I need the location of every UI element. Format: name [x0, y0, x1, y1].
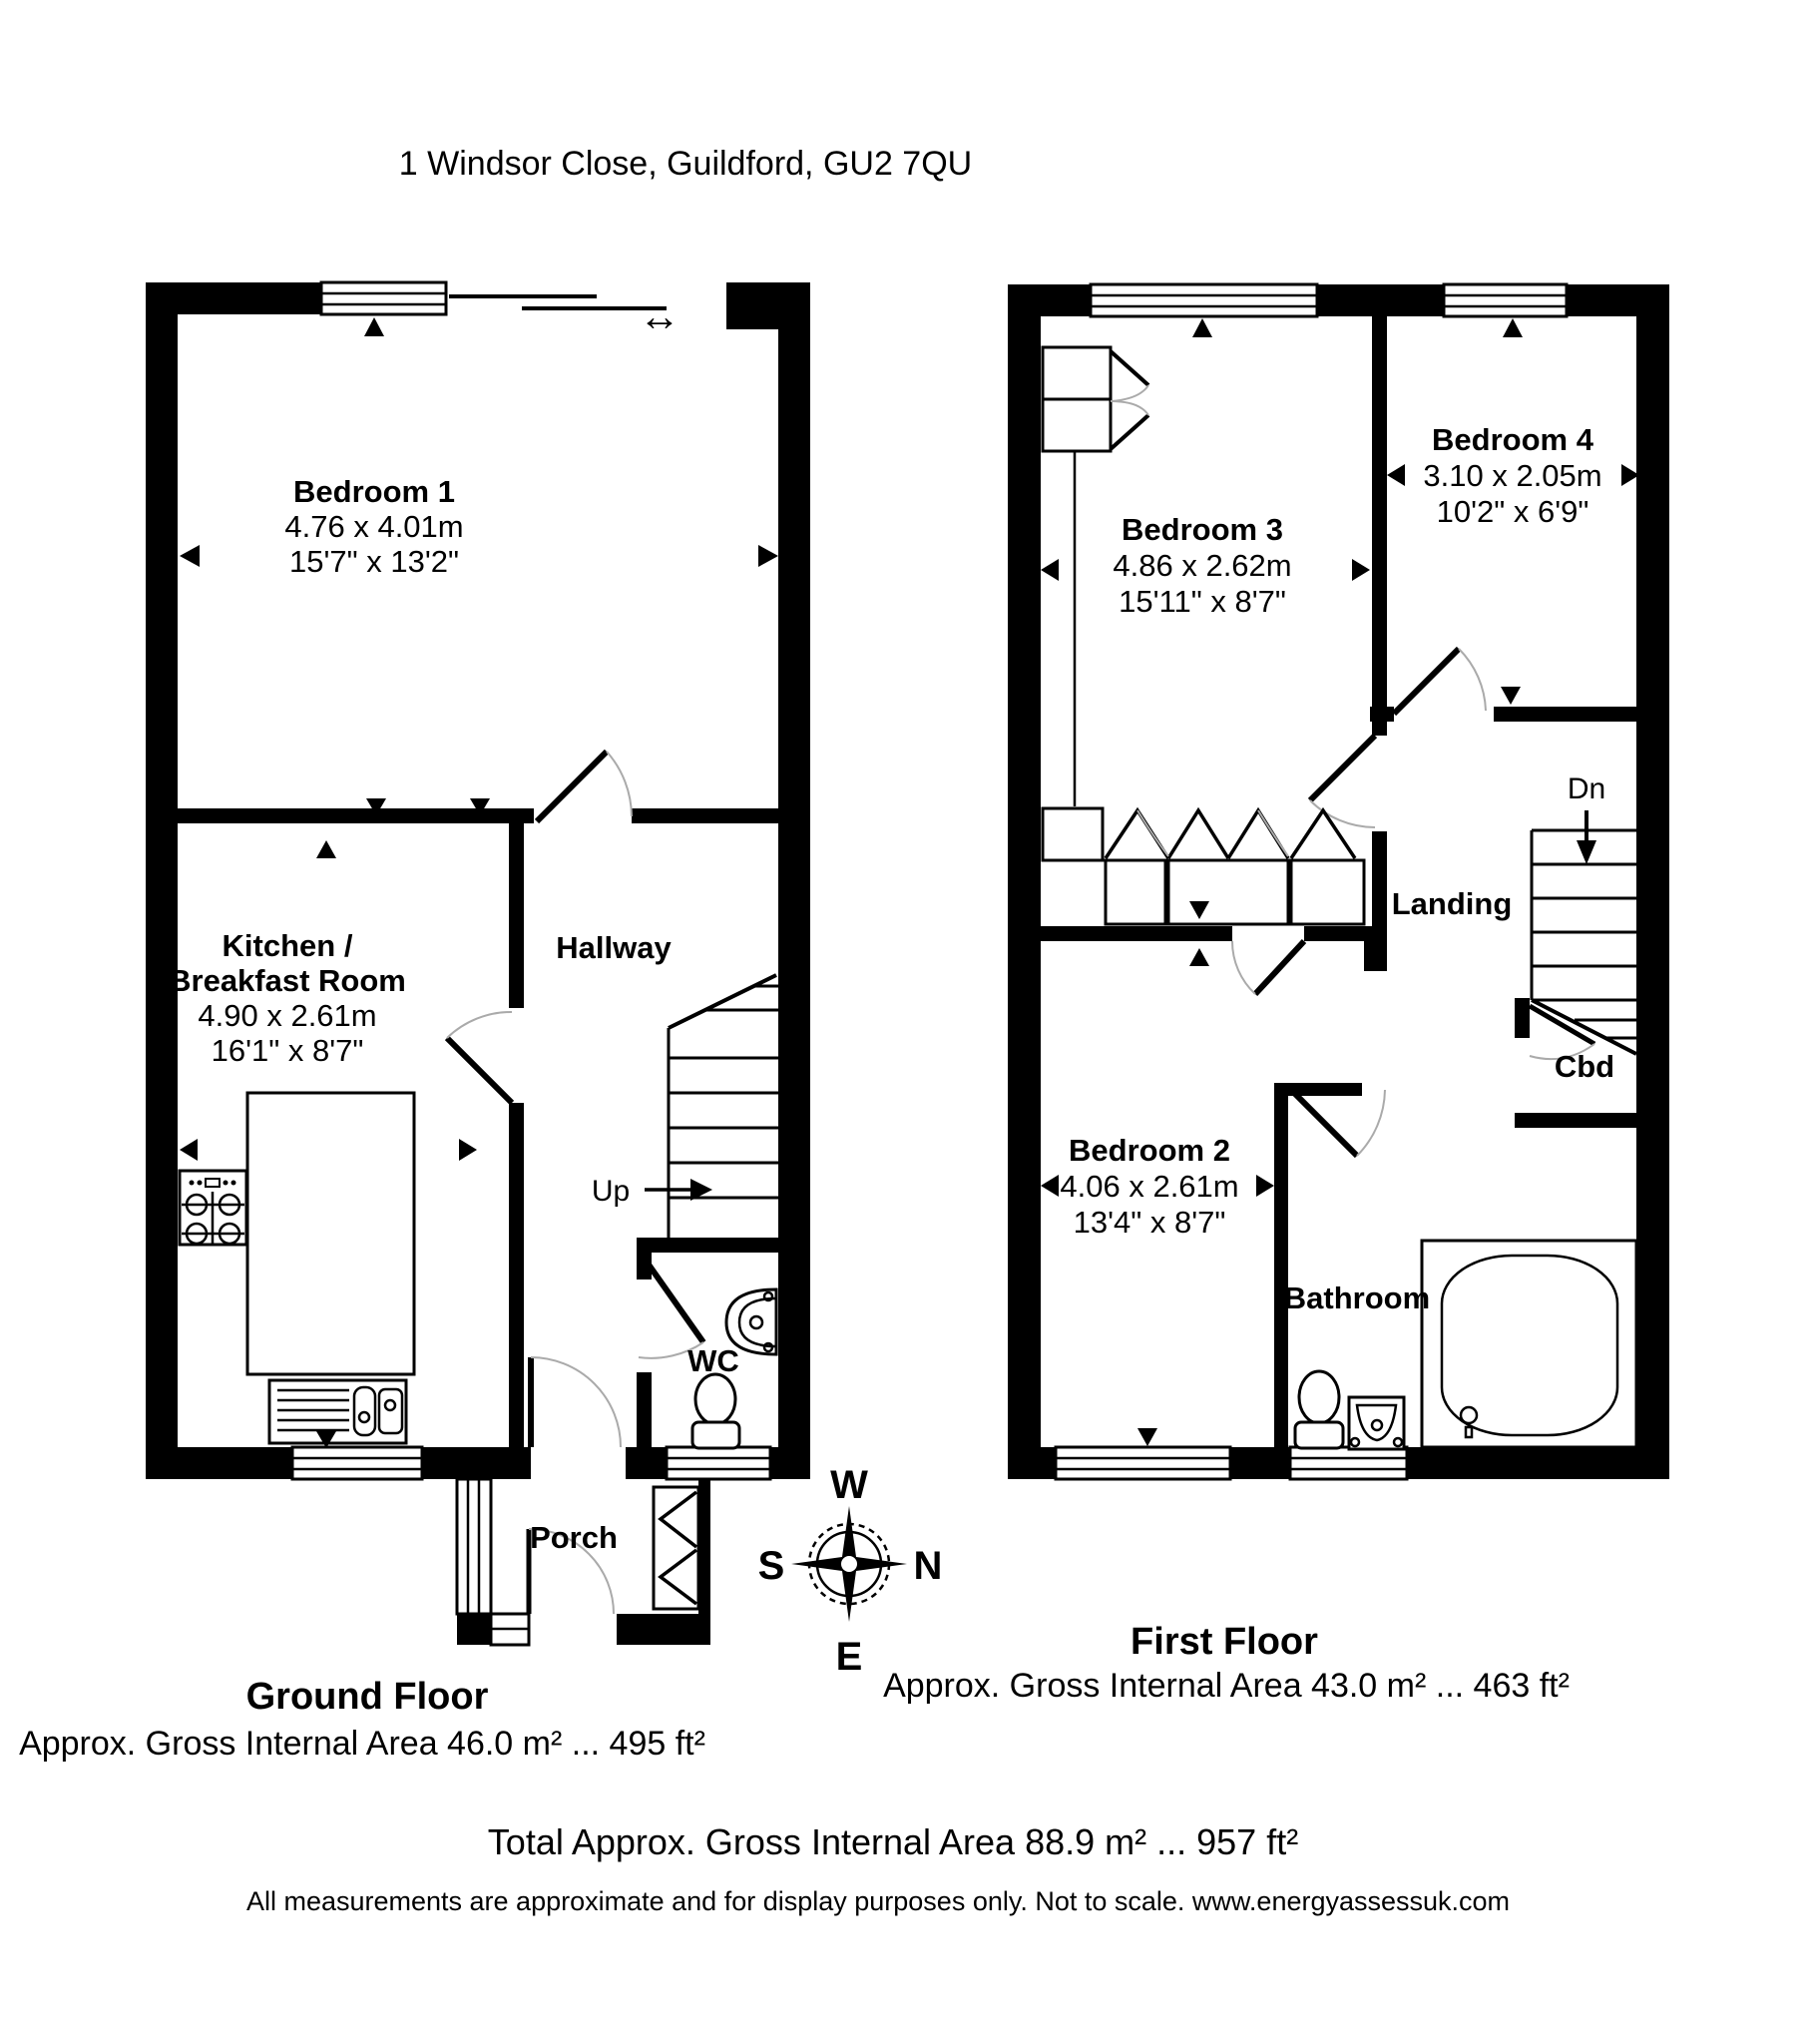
window-icon [1056, 1447, 1230, 1479]
room-bedroom-3 [1113, 512, 1291, 619]
room-dim-imperial: 13'4" x 8'7" [1073, 1205, 1226, 1240]
total-area-line: Total Approx. Gross Internal Area 88.9 m² ... 957 ft² [487, 1821, 1299, 1862]
room-bedroom-2 [1060, 1133, 1238, 1240]
ground-floor-title: Ground Floor [245, 1676, 489, 1718]
compass-east-label: E [835, 1635, 863, 1679]
room-porch-label: Porch [530, 1520, 618, 1555]
room-bathroom-label: Bathroom [1283, 1280, 1431, 1315]
compass-north-label: N [913, 1544, 943, 1588]
room-dim-imperial: 10'2" x 6'9" [1436, 494, 1589, 529]
room-cbd-label: Cbd [1554, 1049, 1615, 1084]
window-icon [1290, 1447, 1407, 1479]
stairs-down-label: Dn [1567, 772, 1606, 805]
sink-icon [269, 1380, 406, 1443]
kitchen-island [247, 1093, 414, 1374]
compass-west-label: W [830, 1463, 868, 1507]
room-label: Bedroom 3 [1122, 512, 1283, 547]
toilet-icon [1295, 1371, 1343, 1448]
bedroom1-door-icon [537, 752, 632, 821]
room-label: Bedroom 1 [293, 474, 455, 509]
room-dim-imperial: 15'11" x 8'7" [1119, 584, 1286, 619]
compass-rose [758, 1463, 943, 1679]
first-floor-title: First Floor [1131, 1621, 1318, 1663]
hob-icon [180, 1171, 246, 1245]
window-icon [667, 1447, 770, 1479]
room-hallway-label: Hallway [556, 930, 672, 965]
compass-south-label: S [757, 1544, 785, 1588]
room-dim-metric: 4.86 x 2.62m [1113, 548, 1292, 583]
bath-icon [1422, 1241, 1636, 1447]
sliding-door-icon [449, 292, 680, 339]
room-dim-metric: 4.06 x 2.61m [1060, 1169, 1239, 1204]
room-dim-imperial: 15'7" x 13'2" [288, 544, 460, 579]
window-icon [292, 1447, 422, 1479]
room-kitchen [169, 928, 406, 1068]
room-dim-metric: 3.10 x 2.05m [1423, 458, 1602, 493]
room-bedroom-1 [284, 474, 463, 579]
first-floor-area: Approx. Gross Internal Area 43.0 m² ... 463 ft² [883, 1667, 1570, 1705]
room-label: Kitchen / [222, 928, 353, 963]
ground-floor-plan [146, 282, 810, 1645]
window-icon [1444, 284, 1567, 316]
ground-floor-area: Approx. Gross Internal Area 46.0 m² ... 495 ft² [19, 1725, 705, 1763]
bathroom-basin-icon [1349, 1397, 1404, 1449]
porch-cupboard-icon [654, 1487, 698, 1609]
room-label: Breakfast Room [169, 963, 406, 998]
bedroom4-door-icon [1394, 649, 1486, 714]
room-bedroom-4 [1423, 422, 1601, 529]
room-wc-label: WC [687, 1343, 739, 1378]
bedroom2-door-icon [1232, 941, 1304, 994]
window-icon [321, 282, 446, 314]
room-label: Bedroom 2 [1069, 1133, 1230, 1168]
room-dim-imperial: 16'1" x 8'7" [211, 1033, 364, 1068]
page-title: 1 Windsor Close, Guildford, GU2 7QU [398, 145, 973, 183]
bathroom-door-icon [1289, 1088, 1385, 1156]
room-label: Bedroom 4 [1432, 422, 1593, 457]
toilet-icon [692, 1374, 739, 1448]
kitchen-door-icon [447, 1012, 512, 1103]
stairs-up-label: Up [591, 1175, 631, 1208]
window-icon [1091, 284, 1317, 316]
room-dim-metric: 4.76 x 4.01m [284, 509, 464, 544]
room-landing-label: Landing [1391, 886, 1513, 921]
slide-arrow-icon: ↔ [639, 292, 680, 339]
first-floor-plan [1008, 284, 1669, 1479]
disclaimer-line: All measurements are approximate and for display purposes only. Not to scale. www.energyassessuk.com [245, 1886, 1511, 1916]
room-dim-metric: 4.90 x 2.61m [198, 998, 377, 1033]
front-door-icon [531, 1357, 621, 1447]
stairs-up-icon [645, 975, 778, 1238]
